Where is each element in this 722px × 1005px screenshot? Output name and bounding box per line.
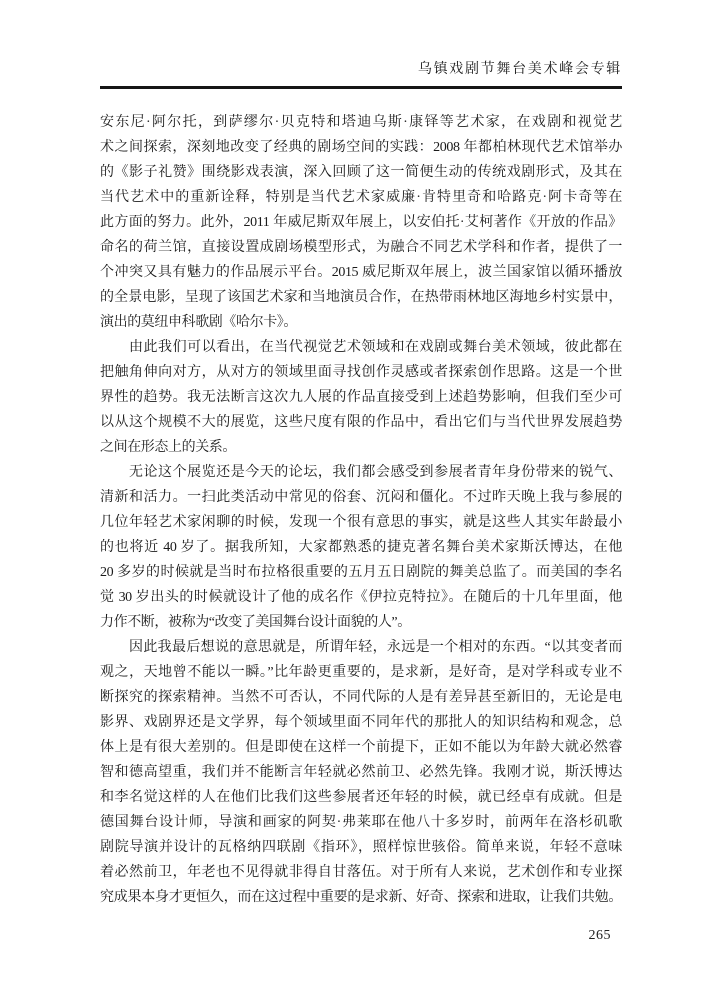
text-line: 几位年轻艺术家闲聊的时候，发现一个很有意思的事实，就是这些人其实年龄最小: [100, 515, 622, 530]
text-line: 的也将近 40 岁了。据我所知，大家都熟悉的捷克著名舞台美术家斯沃博达，在他: [100, 540, 622, 555]
text-line: 着必然前卫，年老也不见得就非得自甘落伍。对于所有人来说，艺术创作和专业探: [100, 865, 622, 880]
text-line: 影界、戏剧界还是文学界，每个领域里面不同年代的那批人的知识结构和观念，总: [100, 715, 622, 730]
paragraph: [100, 460, 622, 635]
text-line: 个冲突又具有魅力的作品展示平台。2015 威尼斯双年展上，波兰国家馆以循环播放: [100, 265, 622, 280]
text-line: 之间在形态上的关系。: [100, 440, 236, 455]
text-line: 20 多岁的时候就是当时布拉格很重要的五月五日剧院的舞美总监了。而美国的李名: [100, 565, 622, 580]
text-line: 界性的趋势。我无法断言这次九人展的作品直接受到上述趋势影响，但我们至少可: [100, 390, 622, 405]
text-line: 以从这个规模不大的展览，这些尺度有限的作品中，看出它们与当代世界发展趋势: [100, 415, 622, 430]
text-line: 力作不断，被称为“改变了美国舞台设计面貌的人”。: [100, 615, 411, 630]
text-line: 断探究的探索精神。当然不可否认，不同代际的人是有差异甚至新旧的，无论是电: [100, 690, 622, 705]
text-line: 清新和活力。一扫此类活动中常见的俗套、沉闷和僵化。不过昨天晚上我与参展的: [100, 490, 622, 505]
text-line: 觉 30 岁出头的时候就设计了他的成名作《伊拉克特拉》。在随后的十几年里面，他: [100, 590, 622, 605]
text-line: 命名的荷兰馆，直接设置成剧场模型形式，为融合不同艺术学科和作者，提供了一: [100, 240, 622, 255]
text-line: 剧院导演并设计的瓦格纳四联剧《指环》，照样惊世骇俗。简单来说，年轻不意味: [100, 840, 622, 855]
text-line: 无论这个展览还是今天的论坛，我们都会感受到参展者青年身份带来的锐气、: [129, 465, 622, 480]
text-line: 智和德高望重，我们并不能断言年轻就必然前卫、必然先锋。我刚才说，斯沃博达: [100, 765, 622, 780]
text-line: 的《影子礼赞》围绕影戏表演，深入回顾了这一简便生动的传统戏剧形式，及其在: [100, 165, 622, 180]
text-line: 当代艺术中的重新诠释，特别是当代艺术家威廉·肯特里奇和哈路克·阿卡奇等在: [100, 190, 622, 205]
text-line: 德国舞台设计师，导演和画家的阿契·弗莱耶在他八十多岁时，前两年在洛杉矶歌: [100, 815, 622, 830]
text-line: 安东尼·阿尔托，到萨缪尔·贝克特和塔迪乌斯·康铎等艺术家，在戏剧和视觉艺: [100, 115, 622, 130]
text-line: 和李名觉这样的人在他们比我们这些参展者还年轻的时候，就已经卓有成就。但是: [100, 790, 622, 805]
text-line: 的全景电影，呈现了该国艺术家和当地演员合作，在热带雨林地区海地乡村实景中，: [100, 290, 622, 305]
page-number: 265: [588, 928, 611, 943]
text-line: 演出的莫纽申科歌剧《哈尔卡》。: [100, 315, 297, 330]
text-line: 把触角伸向对方，从对方的领域里面寻找创作灵感或者探索创作思路。这是一个世: [100, 365, 622, 380]
text-line: 术之间探索，深刻地改变了经典的剧场空间的实践：2008 年都柏林现代艺术馆举办: [100, 140, 622, 155]
text-line: 因此我最后想说的意思就是，所谓年轻，永远是一个相对的东西。“以其变者而: [129, 640, 622, 655]
running-header-title: 乌镇戏剧节舞台美术峰会专辑: [417, 62, 622, 77]
text-line: 由此我们可以看出，在当代视觉艺术领域和在戏剧或舞台美术领域，彼此都在: [129, 340, 622, 355]
text-line: 究成果本身才更恒久，而在这过程中重要的是求新、好奇、探索和进取，让我们共勉。: [100, 890, 622, 905]
body-text: [100, 110, 622, 910]
paragraph: [100, 335, 622, 460]
header-rule: [100, 86, 622, 89]
text-line: 观之，天地曾不能以一瞬。”比年龄更重要的，是求新，是好奇，是对学科或专业不: [100, 665, 622, 680]
paragraph: [100, 635, 622, 910]
text-line: 此方面的努力。此外，2011 年威尼斯双年展上，以安伯托·艾柯著作《开放的作品》: [100, 215, 622, 230]
text-line: 体上是有很大差别的。但是即使在这样一个前提下，正如不能以为年龄大就必然睿: [100, 740, 622, 755]
paragraph: [100, 110, 622, 335]
